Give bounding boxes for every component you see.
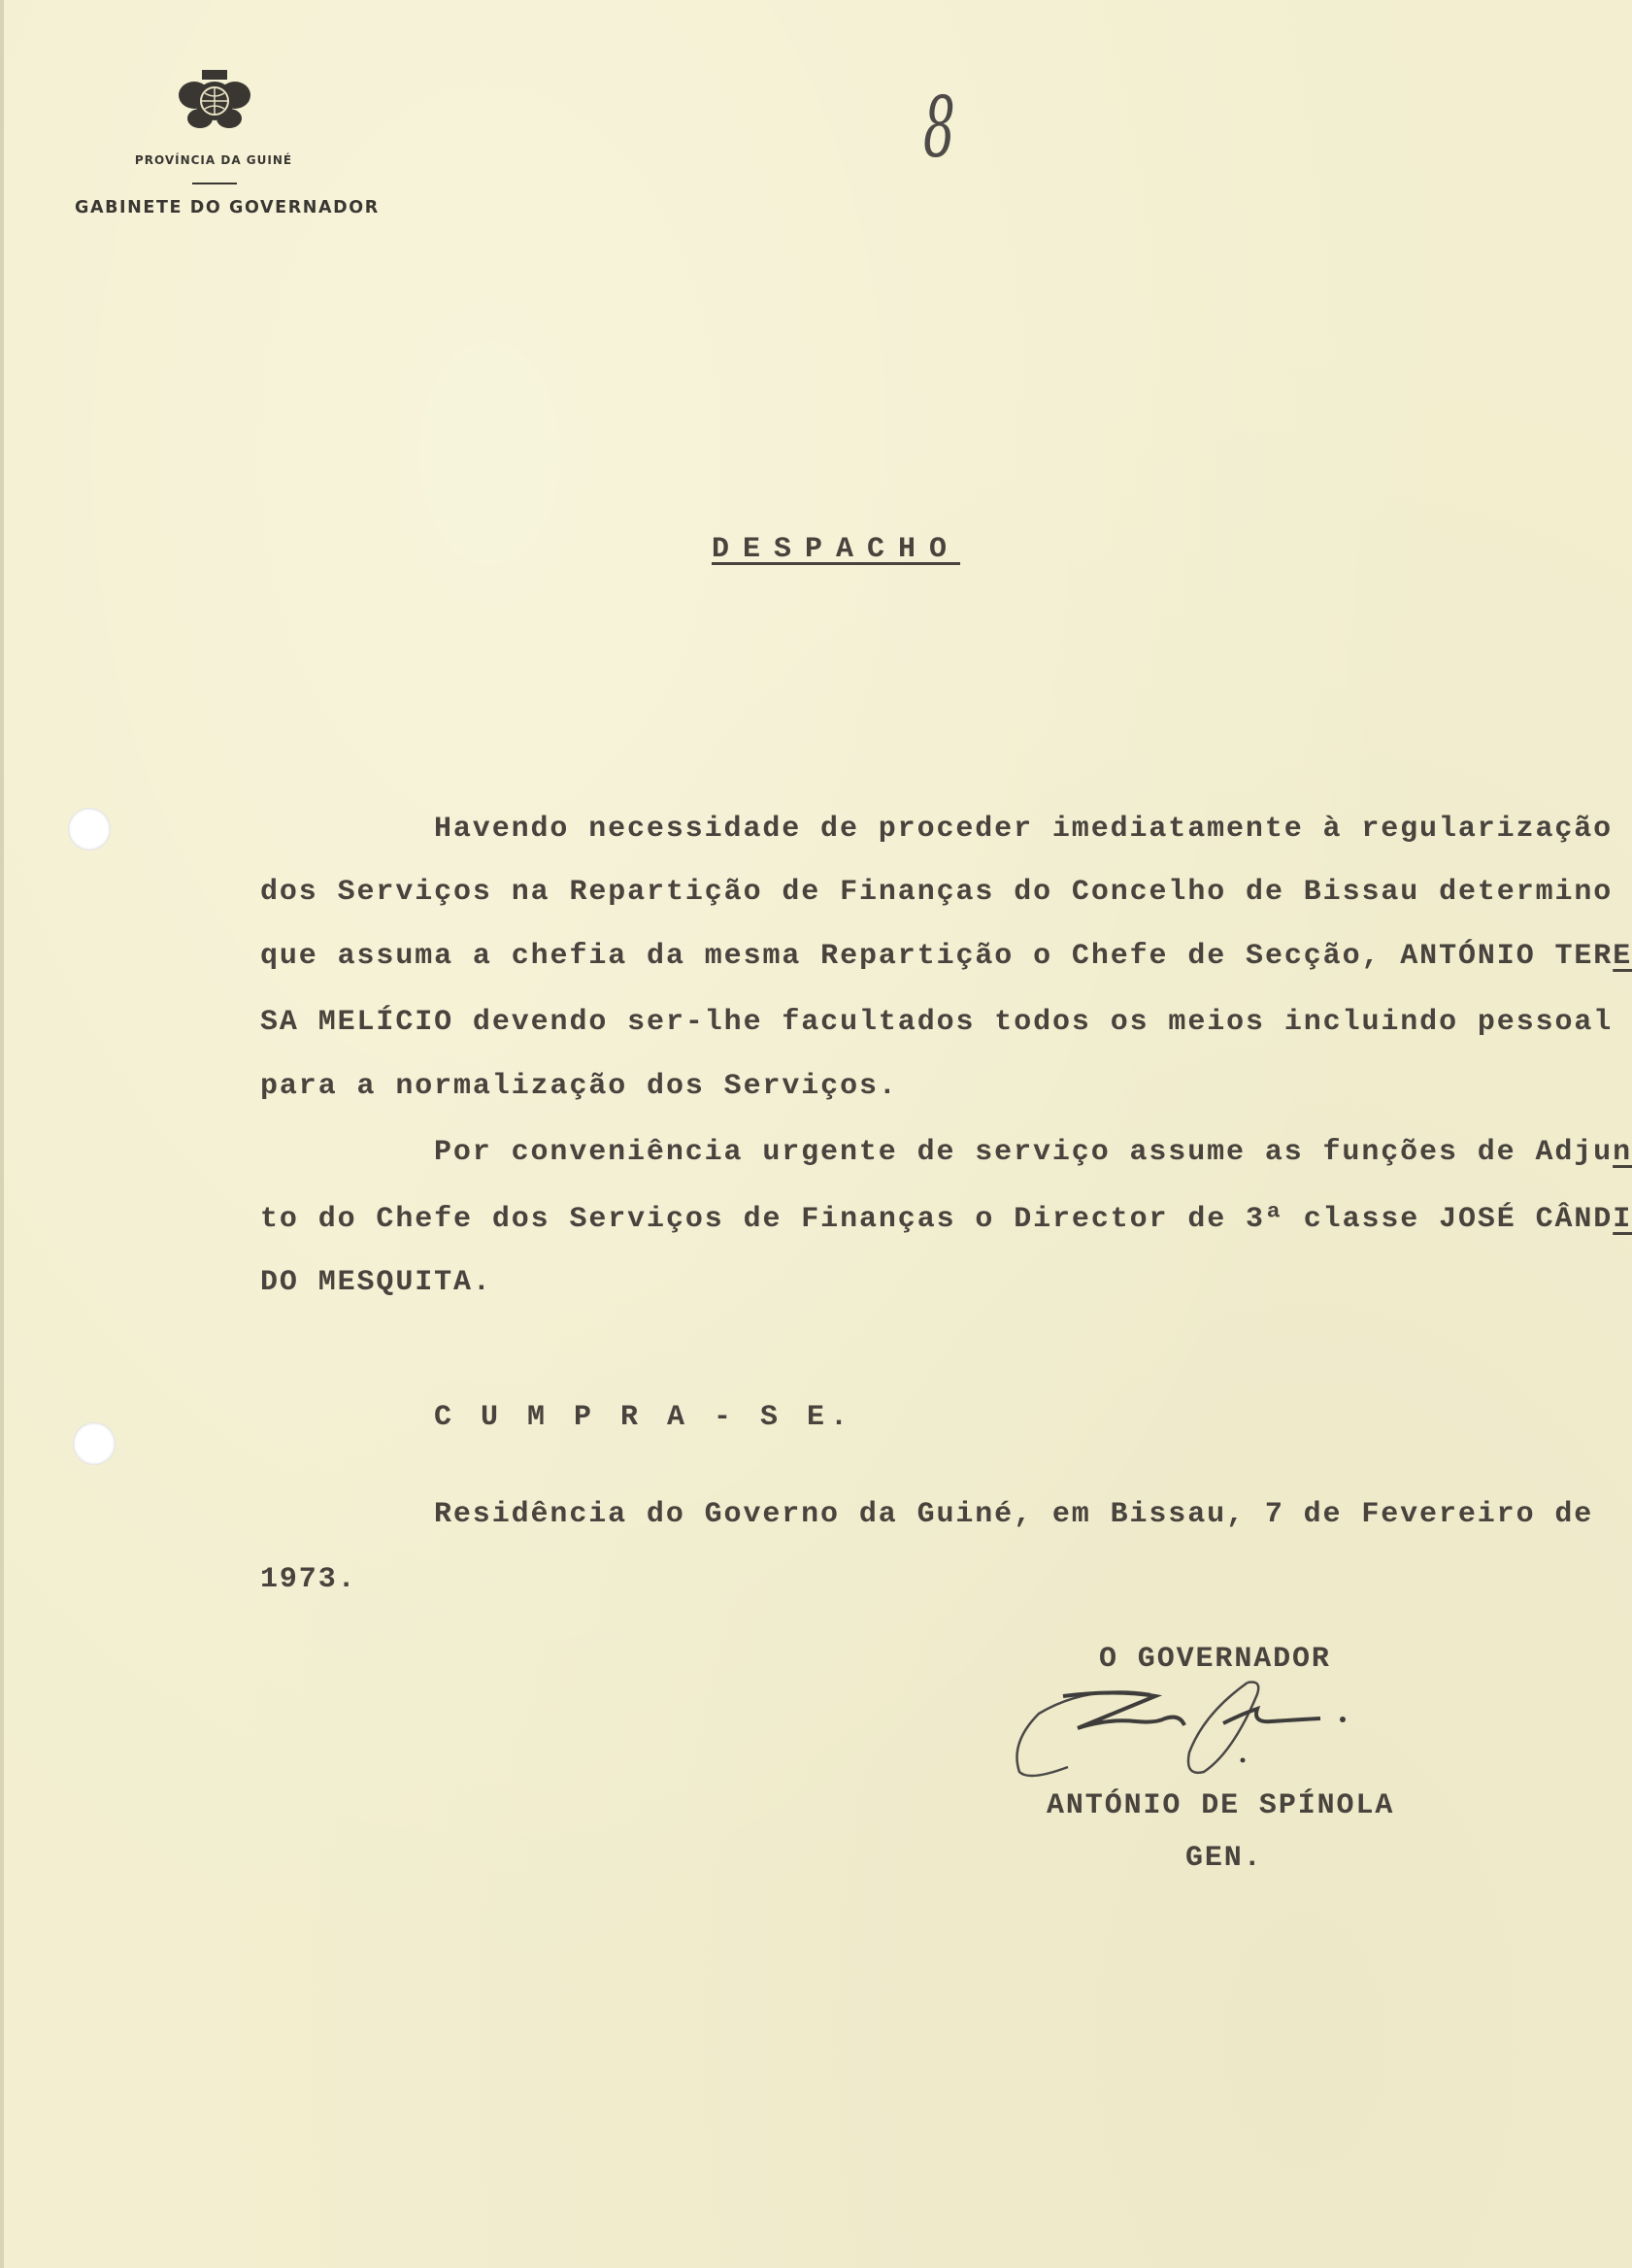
document-title: DESPACHO bbox=[712, 533, 961, 566]
province-label: PROVÍNCIA DA GUINÉ bbox=[134, 153, 293, 167]
letterhead-divider bbox=[192, 183, 237, 184]
place-date-line: Residência do Governo da Guiné, em Bissau, 7 de Fevereiro de bbox=[434, 1498, 1594, 1531]
signatory-name: ANTÓNIO DE SPÍNOLA bbox=[1047, 1789, 1395, 1822]
body-line: Por conveniência urgente de serviço assume as funções de Adjun bbox=[434, 1136, 1632, 1169]
paper-edge bbox=[0, 0, 4, 2268]
coat-of-arms-icon bbox=[175, 66, 254, 136]
handwritten-signature bbox=[1010, 1675, 1379, 1786]
punch-hole bbox=[73, 1422, 116, 1465]
page-number-mark: 8 bbox=[922, 80, 955, 177]
body-line: SA MELÍCIO devendo ser-lhe facultados todos os meios incluindo pessoal bbox=[260, 1006, 1614, 1039]
body-line: DO MESQUITA. bbox=[260, 1266, 492, 1299]
body-line: para a normalização dos Serviços. bbox=[260, 1070, 898, 1103]
punch-hole bbox=[68, 808, 111, 850]
place-date-year: 1973. bbox=[260, 1563, 357, 1596]
body-line: que assuma a chefia da mesma Repartição o Chefe de Secção, ANTÓNIO TERE bbox=[260, 940, 1632, 973]
body-line: dos Serviços na Repartição de Finanças do Concelho de Bissau determino bbox=[260, 876, 1614, 909]
closing-formula: C U M P R A - S E. bbox=[434, 1401, 854, 1434]
signatory-role: O GOVERNADOR bbox=[1099, 1643, 1331, 1676]
body-line: Havendo necessidade de proceder imediatamente à regularização bbox=[434, 813, 1614, 846]
body-line: to do Chefe dos Serviços de Finanças o Director de 3ª classe JOSÉ CÂNDI bbox=[260, 1203, 1632, 1236]
office-label: GABINETE DO GOVERNADOR bbox=[75, 198, 380, 217]
signatory-rank: GEN. bbox=[1185, 1842, 1263, 1875]
